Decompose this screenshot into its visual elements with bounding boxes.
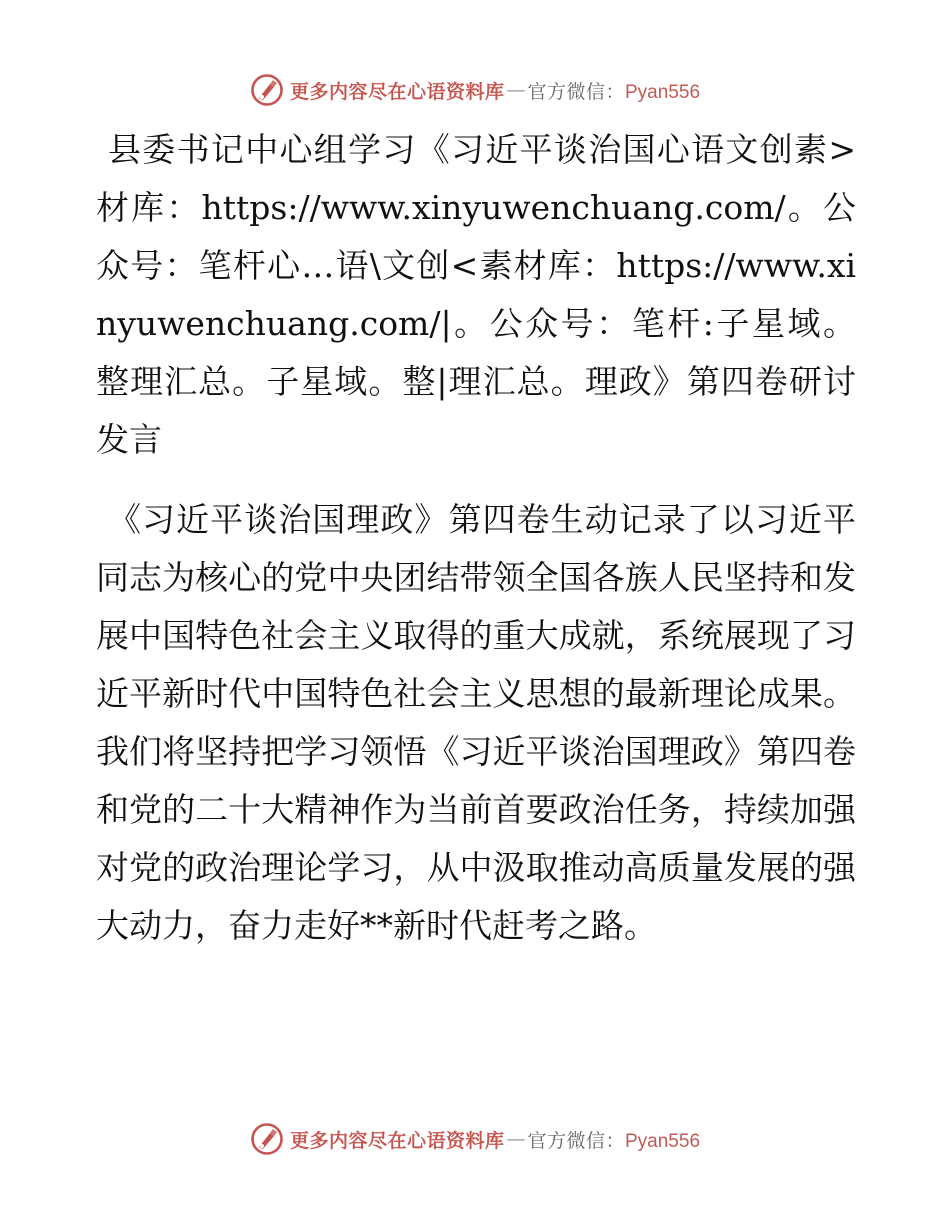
footer-site-text: 更多内容尽在心语资料库 — [289, 1129, 505, 1152]
header-wechat-label — [527, 77, 700, 104]
pen-logo-icon — [250, 73, 284, 107]
document-title: 县委书记中心组学习《习近平谈治国心语文创素>材库：https://www.xinyuwenchuang.com/。公众号：笔杆心…语\文创<素材库：https://www.xinyuwenchuang.com/|。公众号：笔杆:子星域。整理汇总。子星域。整|理汇总。理政》第四卷研讨发言 — [96, 130, 856, 459]
header-separator: — — [506, 79, 526, 101]
footer-banner — [0, 1119, 950, 1159]
header-banner — [0, 70, 950, 110]
header-wechat-prefix: 官方微信： — [527, 80, 625, 103]
footer-wechat-id: Pyan556 — [625, 1130, 701, 1152]
header-site-text: 更多内容尽在心语资料库 — [289, 80, 505, 103]
pen-logo-icon — [250, 1122, 284, 1156]
document-body — [96, 121, 856, 955]
footer-wechat-prefix: 官方微信： — [527, 1129, 625, 1152]
footer-separator: — — [506, 1128, 526, 1150]
document-paragraph-1: 《习近平谈治国理政》第四卷生动记录了以习近平同志为核心的党中央团结带领全国各族人民坚持和发展中国特色社会主义取得的重大成就，系统展现了习近平新时代中国特色社会主义思想的最新理论成果。我们将坚持把学习领悟《习近平谈治国理政》第四卷和党的二十大精神作为当前首要政治任务，持续加强对党的政治理论学习，从中汲取推动高质量发展的强大动力，奋力走好**新时代赶考之路。 — [96, 500, 856, 945]
header-wechat-id: Pyan556 — [625, 81, 701, 103]
footer-wechat-label — [527, 1126, 700, 1153]
